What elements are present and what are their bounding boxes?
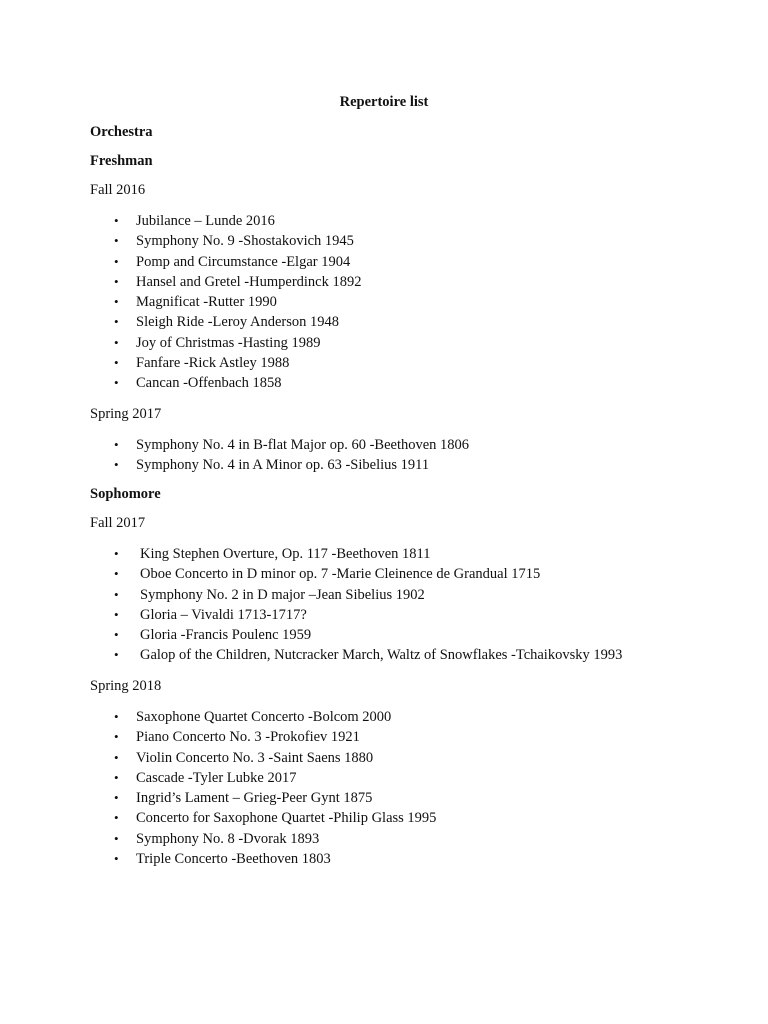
list-item [114, 849, 436, 869]
list-item-text: Piano Concerto No. 3 -Prokofiev 1921 [136, 729, 360, 746]
bullet-icon: • [114, 749, 119, 765]
list-item-text: King Stephen Overture, Op. 117 -Beethoven 1811 [140, 546, 431, 562]
list-item-text: Violin Concerto No. 3 -Saint Saens 1880 [136, 749, 374, 766]
list-item-text: Fanfare -Rick Astley 1988 [136, 355, 290, 372]
list-item-text: Saxophone Quartet Concerto -Bolcom 2000 [136, 709, 392, 725]
list-item-text: Triple Concerto -Beethoven 1803 [136, 851, 331, 868]
list-item [114, 829, 436, 849]
list-item [114, 788, 436, 808]
list-item [114, 768, 436, 788]
list-item-text: Cascade -Tyler Lubke 2017 [136, 769, 297, 786]
bullet-icon: • [114, 709, 119, 724]
document-title: Repertoire list [339, 94, 429, 110]
list-item [114, 808, 437, 828]
bullet-icon: • [114, 233, 119, 249]
list-item-text: Gloria – Vivaldi 1713-1717? [140, 606, 307, 623]
list-item [114, 564, 622, 584]
list-item [114, 353, 362, 373]
list-item-text: Symphony No. 2 in D major –Jean Sibelius 1902 [140, 586, 425, 603]
bullet-icon: • [114, 729, 119, 745]
repertoire-list-fall-2017 [114, 544, 623, 666]
year-heading-freshman: Freshman [90, 153, 153, 169]
bullet-icon: • [114, 566, 119, 582]
list-item-text: Galop of the Children, Nutcracker March, Waltz of Snowflakes -Tchaikovsky 1993 [140, 647, 623, 664]
term-heading-fall-2017: Fall 2017 [90, 515, 146, 531]
list-item-text: Concerto for Saxophone Quartet -Philip Glass 1995 [136, 810, 437, 827]
list-item-text: Joy of Christmas -Hasting 1989 [136, 334, 321, 351]
list-item-text: Magnificat -Rutter 1990 [136, 294, 277, 311]
list-item-text: Symphony No. 4 in A Minor op. 63 -Sibelius 1911 [136, 457, 430, 474]
list-item [114, 585, 622, 605]
list-item [114, 231, 362, 251]
list-item [114, 605, 622, 625]
list-item [114, 707, 436, 727]
bullet-icon: • [114, 294, 119, 310]
bullet-icon: • [114, 334, 119, 350]
list-item-text: Symphony No. 4 in B-flat Major op. 60 -Beethoven 1806 [136, 437, 470, 453]
list-item [114, 292, 362, 312]
bullet-icon: • [114, 586, 119, 602]
list-item [114, 455, 469, 475]
list-item-text: Oboe Concerto in D minor op. 7 -Marie Cleinence de Grandual 1715 [140, 566, 541, 583]
bullet-icon: • [114, 457, 119, 473]
bullet-icon: • [114, 647, 119, 663]
list-item [114, 645, 623, 665]
list-item [114, 272, 362, 292]
list-item-text: Pomp and Circumstance -Elgar 1904 [136, 253, 351, 270]
list-item [114, 312, 362, 332]
list-item-text: Gloria -Francis Poulenc 1959 [140, 627, 312, 644]
bullet-icon: • [114, 273, 119, 289]
bullet-icon: • [114, 606, 119, 622]
bullet-icon: • [114, 213, 119, 228]
bullet-icon: • [114, 437, 119, 452]
list-item-text: Symphony No. 8 -Dvorak 1893 [136, 830, 320, 847]
term-heading-spring-2018: Spring 2018 [90, 678, 162, 694]
list-item [114, 544, 622, 564]
repertoire-list-spring-2018 [114, 707, 437, 869]
bullet-icon: • [114, 627, 119, 643]
list-item [114, 211, 362, 231]
list-item [114, 435, 470, 455]
year-heading-sophomore: Sophomore [90, 486, 161, 502]
list-item-text: Hansel and Gretel -Humperdinck 1892 [136, 273, 362, 290]
bullet-icon: • [114, 790, 119, 806]
list-item-text: Cancan -Offenbach 1858 [136, 375, 282, 392]
bullet-icon: • [114, 546, 119, 561]
term-heading-spring-2017: Spring 2017 [90, 406, 162, 422]
list-item [114, 625, 622, 645]
repertoire-list-fall-2016 [114, 211, 362, 394]
bullet-icon: • [114, 375, 119, 391]
bullet-icon: • [114, 830, 119, 846]
bullet-icon: • [114, 355, 119, 371]
list-item [114, 373, 362, 393]
term-heading-fall-2016: Fall 2016 [90, 182, 146, 198]
list-item [114, 748, 436, 768]
repertoire-list-spring-2017 [114, 435, 470, 476]
bullet-icon: • [114, 769, 119, 785]
bullet-icon: • [114, 314, 119, 330]
list-item-text: Symphony No. 9 -Shostakovich 1945 [136, 233, 354, 250]
list-item [114, 333, 362, 353]
list-item-text: Jubilance – Lunde 2016 [136, 213, 275, 229]
list-item [114, 252, 362, 272]
list-item-text: Ingrid’s Lament – Grieg-Peer Gynt 1875 [136, 790, 373, 807]
bullet-icon: • [114, 851, 119, 867]
list-item-text: Sleigh Ride -Leroy Anderson 1948 [136, 314, 339, 331]
bullet-icon: • [114, 810, 119, 826]
list-item [114, 727, 436, 747]
section-heading-orchestra: Orchestra [90, 124, 153, 140]
bullet-icon: • [114, 253, 119, 269]
